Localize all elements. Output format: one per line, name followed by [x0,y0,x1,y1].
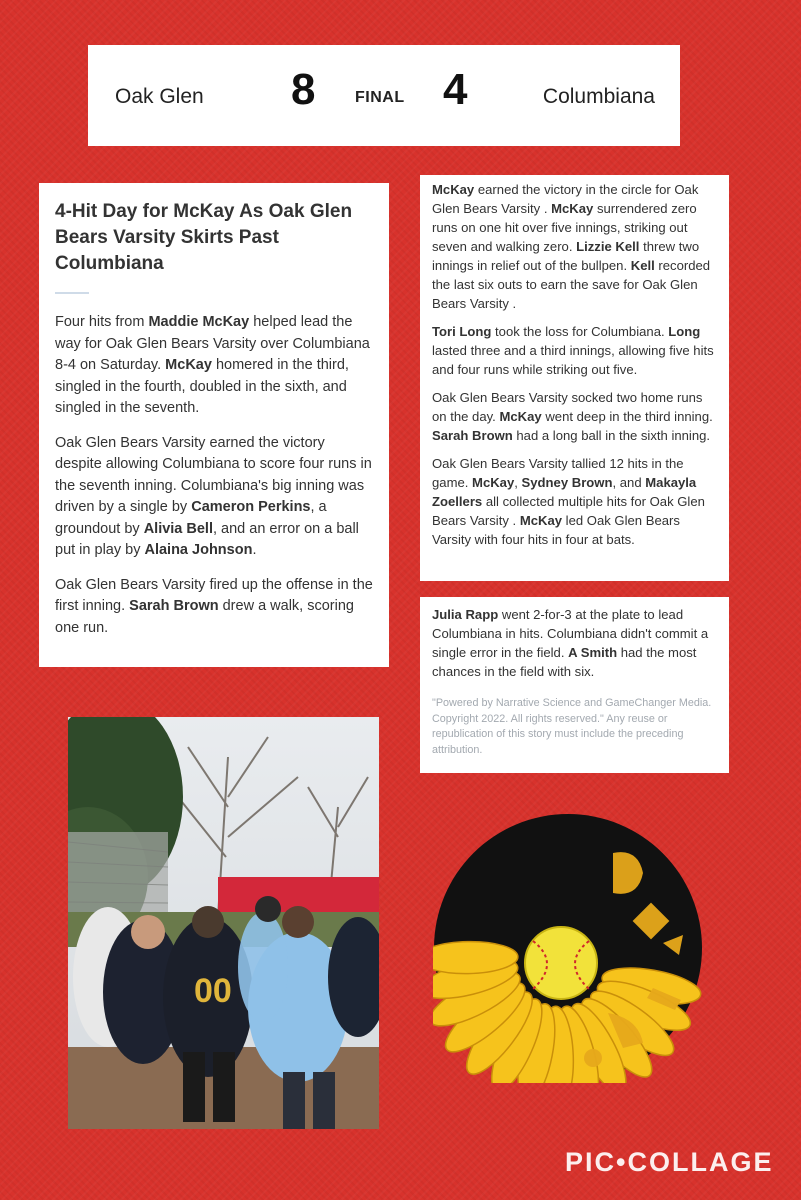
player-name: Kell [630,258,655,273]
svg-text:00: 00 [194,972,232,1010]
player-name: Sarah Brown [432,428,513,443]
story-text: Oak Glen Bears Varsity socked two home runs on the day. [432,390,703,424]
story-text: led Oak Glen Bears Varsity with four hits in four at bats. [432,513,680,547]
pic-collage-watermark: PIC•COLLAGE [565,1147,774,1177]
away-team-name: Columbiana [542,85,655,108]
player-name: Alivia Bell [143,520,213,537]
scoreboard [88,45,680,146]
home-team-score: 8 [291,65,316,114]
player-name: Cameron Perkins [191,499,311,515]
story-text: lasted three and a third innings, allowing five hits and four runs while striking out five. [432,343,714,377]
player-name: Sarah Brown [129,598,219,614]
team-huddle-photo [68,717,379,1129]
story-paragraph [432,454,717,549]
story-text: had a long ball in the sixth inning. [512,428,711,443]
player-name: McKay [519,513,563,528]
player-name: McKay [165,357,212,373]
player-name: A Smith [568,645,618,660]
story-text: recorded the last six outs to earn the save for Oak Glen Bears Varsity . [432,258,711,311]
story-text: went deep in the third inning. [541,409,713,424]
story-text: all collected multiple hits for Oak Glen Bears Varsity . [432,494,705,528]
story-text: took the loss for Columbiana. [491,324,669,339]
sunflower-softball-logo [433,813,703,1083]
story-paragraph [432,322,717,379]
story-text: threw two innings in relief out of the bullpen. [432,239,700,273]
story-text: went 2-for-3 at the plate to lead Columbiana in hits. Columbiana didn't commit a single error in the field. [432,607,709,660]
story-text: Oak Glen Bears Varsity fired up the offense in the first inning. [55,576,373,614]
player-name: McKay [432,182,475,197]
story-text: Oak Glen Bears Varsity tallied 12 hits in the game. [432,456,684,490]
story-continuation-card [420,175,729,581]
story-text: , a groundout by [55,499,327,537]
player-name: Tori Long [432,324,492,339]
story-card [39,183,389,667]
home-team-name: Oak Glen [115,85,204,108]
story-text: , and [612,475,646,490]
player-name: Sydney Brown [521,475,613,490]
story-final-card [420,597,729,773]
player-name: Alaina Johnson [144,542,253,558]
story-paragraph [55,312,375,420]
story-text: surrendered zero runs on one hit over five innings, striking out seven and walking zero. [432,201,697,254]
story-paragraph [432,605,717,681]
story-text: drew a walk, scoring one run. [55,598,354,636]
headline-divider [55,292,89,294]
player-name: Lizzie Kell [576,239,640,254]
story-headline: 4-Hit Day for McKay As Oak Glen Bears Varsity Skirts Past Columbiana [55,201,353,274]
player-name: Maddie McKay [148,314,250,330]
story-paragraph [55,575,375,640]
story-text: helped lead the way for Oak Glen Bears Varsity over Columbiana 8-4 on Saturday. [55,314,370,373]
story-text: , and an error on a ball put in play by [55,520,359,558]
player-name: Long [668,324,701,339]
player-name: Julia Rapp [432,607,499,622]
story-text: Oak Glen Bears Varsity earned the victory despite allowing Columbiana to score four runs in the seventh inning. Columbiana's big inning was driven by a single by [55,434,372,515]
player-name: McKay [472,475,515,490]
away-team-score: 4 [443,65,468,114]
story-text: Four hits from [55,314,149,330]
story-paragraph [432,388,717,445]
attribution-credit: "Powered by Narrative Science and GameChanger Media. Copyright 2022. All rights reserved." Any reuse or republication of this story must include the preceding attribution. [432,697,712,756]
player-name: McKay [551,201,594,216]
story-text: had the most chances in the field with six. [432,645,697,679]
story-text: homered in the third, singled in the fourth, doubled in the sixth, and singled in the seventh. [55,357,349,416]
story-text: , [514,475,522,490]
game-status: FINAL [355,89,405,106]
story-text: . [252,542,257,558]
player-name: McKay [499,409,542,424]
story-paragraph [432,180,717,313]
player-name: Makayla Zoellers [432,475,697,509]
story-text: earned the victory in the circle for Oak Glen Bears Varsity . [432,182,699,216]
story-paragraph [55,433,375,562]
